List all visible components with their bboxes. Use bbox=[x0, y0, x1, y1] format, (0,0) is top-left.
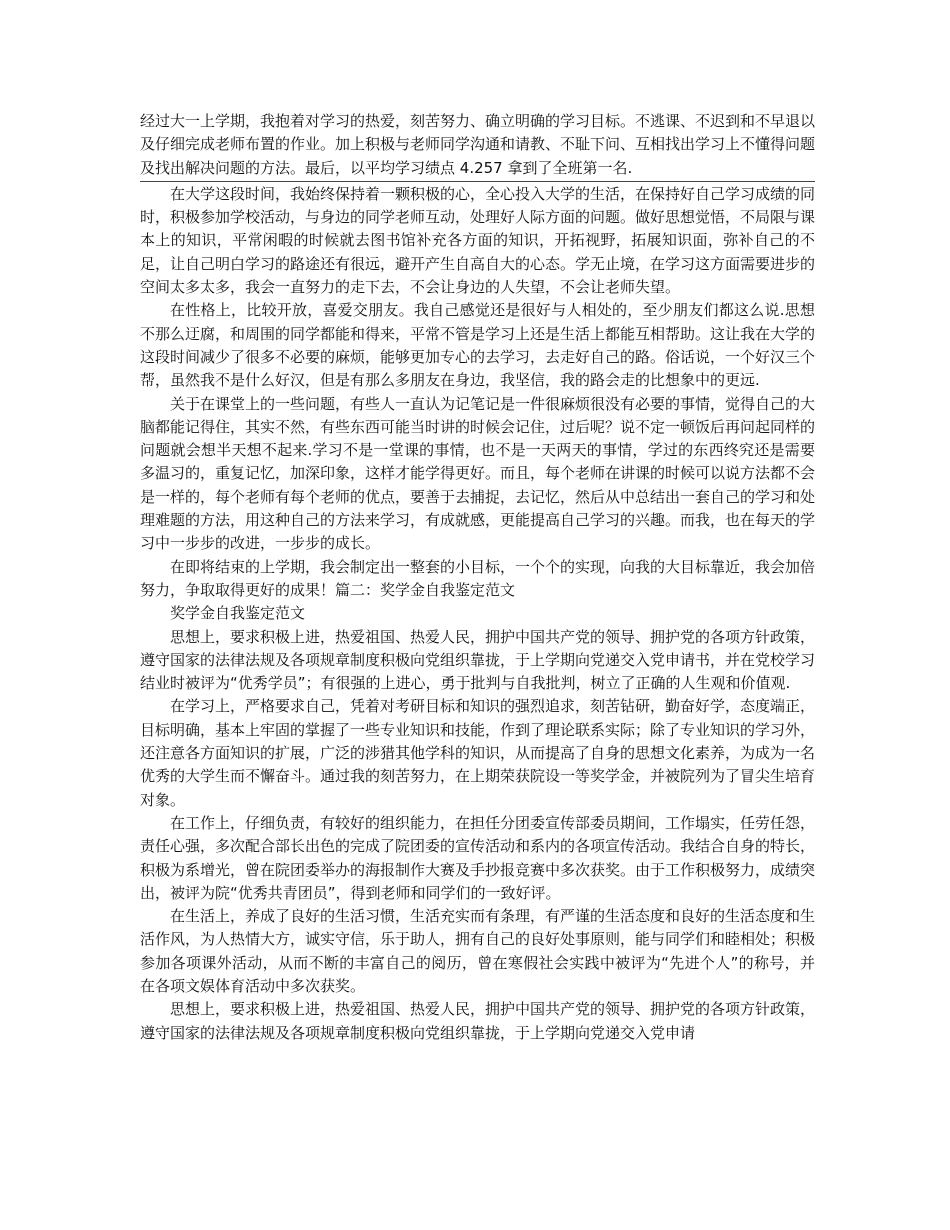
paragraph-study: 在学习上，严格要求自己，凭着对考研目标和知识的强烈追求，刻苦钻研，勤奋好学，态度端正，目标明确，基本上牢固的掌握了一些专业知识和技能，作到了理论联系实际；除了专业知识的学习外，还注意各方面知识的扩展，广泛的涉猎其他学科的知识，从而提高了自身的思想文化素养，为成为一名优秀的大学生而不懈奋斗。通过我的刻苦努力，在上期荣获院设一等奖学金，并被院列为了冒尖生培育对象。 bbox=[140, 697, 816, 809]
paragraph-work: 在工作上，仔细负责，有较好的组织能力，在担任分团委宣传部委员期间，工作塌实，任劳任怨，责任心强，多次配合部长出色的完成了院团委的宣传活动和系内的各项宣传活动。我结合自身的特长，积极为系增光，曾在院团委举办的海报制作大赛及手抄报竞赛中多次获奖。由于工作积极努力，成绩突出，被评为院“优秀共青团员”，得到老师和同学们的一致好评。 bbox=[140, 813, 816, 902]
paragraph-intro: 经过大一上学期，我抱着对学习的热爱，刻苦努力、确立明确的学习目标。不逃课、不迟到和不早退以及仔细完成老师布置的作业。加上积极与老师同学沟通和请教、不耻下问、互相找出学习上不懂得问题及找出解决问题的方法。最后，以平均学习绩点 4.257 拿到了全班第一名. bbox=[140, 110, 815, 182]
paragraph-life: 在生活上，养成了良好的生活习惯，生活充实而有条理，有严谨的生活态度和良好的生活态度和生活作风，为人热情大方，诚实守信，乐于助人，拥有自己的良好处事原则，能与同学们和睦相处；积极参加各项课外活动，从而不断的丰富自己的阅历，曾在寒假社会实践中被评为“先进个人”的称号，并在各项文娱体育活动中多次获奖。 bbox=[140, 907, 816, 995]
document-body bbox=[140, 110, 815, 1045]
paragraph-personality: 在性格上，比较开放，喜爱交朋友。我自己感觉还是很好与人相处的，至少朋友们都这么说.思想不那么迂腐，和周围的同学都能和得来，平常不管是学习上还是生活上都能互相帮助。这让我在大学的这段时间减少了很多不必要的麻烦，能够更加专心的去学习，去走好自己的路。俗话说，一个好汉三个帮，虽然我不是什么好汉，但是有那么多朋友在身边，我坚信，我的路会走的比想象中的更远. bbox=[140, 301, 816, 390]
section-heading: 奖学金自我鉴定范文 bbox=[170, 604, 306, 623]
paragraph-ideology: 思想上，要求积极上进，热爱祖国、热爱人民，拥护中国共产党的领导、拥护党的各项方针政策，遵守国家的法律法规及各项规章制度积极向党组织靠拢，于上学期向党递交入党申请书，并在党校学习结业时被评为“优秀学员”；有很强的上进心，勇于批判与自我批判，树立了正确的人生观和价值观. bbox=[140, 627, 816, 693]
paragraph-classroom: 关于在课堂上的一些问题，有些人一直认为记笔记是一件很麻烦很没有必要的事情，觉得自己的大脑都能记得住，其实不然，有些东西可能当时讲的时候会记住，过后呢？说不定一顿饭后再问起同样的问题就会想半天想不起来.学习不是一堂课的事情，也不是一天两天的事情，学过的东西终究还是需要多温习的，重复记忆，加深印象，这样才能学得更好。而且，每个老师在讲课的时候可以说方法都不会是一样的，每个老师有每个老师的优点，要善于去捕捉，去记忆，然后从中总结出一套自己的学习和处理难题的方法，用这种自己的方法来学习，有成就感，更能提高自己学习的兴趣。而我，也在每天的学习中一步步的改进，一步步的成长。 bbox=[140, 394, 816, 553]
paragraph-goals: 在即将结束的上学期，我会制定出一整套的小目标，一个个的实现，向我的大目标靠近，我会加倍努力，争取取得更好的成果！篇二：奖学金自我鉴定范文 bbox=[140, 557, 816, 599]
paragraph-ideology-repeat: 思想上，要求积极上进，热爱祖国、热爱人民，拥护中国共产党的领导、拥护党的各项方针政策，遵守国家的法律法规及各项规章制度积极向党组织靠拢，于上学期向党递交入党申请 bbox=[140, 1000, 816, 1042]
paragraph-university-time: 在大学这段时间，我始终保持着一颗积极的心，全心投入大学的生活，在保持好自己学习成绩的同时，积极参加学校活动，与身边的同学老师互动，处理好人际方面的问题。做好思想觉悟，不局限与课本上的知识，平常闲暇的时候就去图书馆补充各方面的知识，开拓视野，拓展知识面，弥补自己的不足，让自己明白学习的路途还有很远，避开产生自高自大的心态。学无止境，在学习这方面需要进步的空间太多太多，我会一直努力的走下去，不会让身边的人失望，不会让老师失望。 bbox=[140, 184, 816, 297]
